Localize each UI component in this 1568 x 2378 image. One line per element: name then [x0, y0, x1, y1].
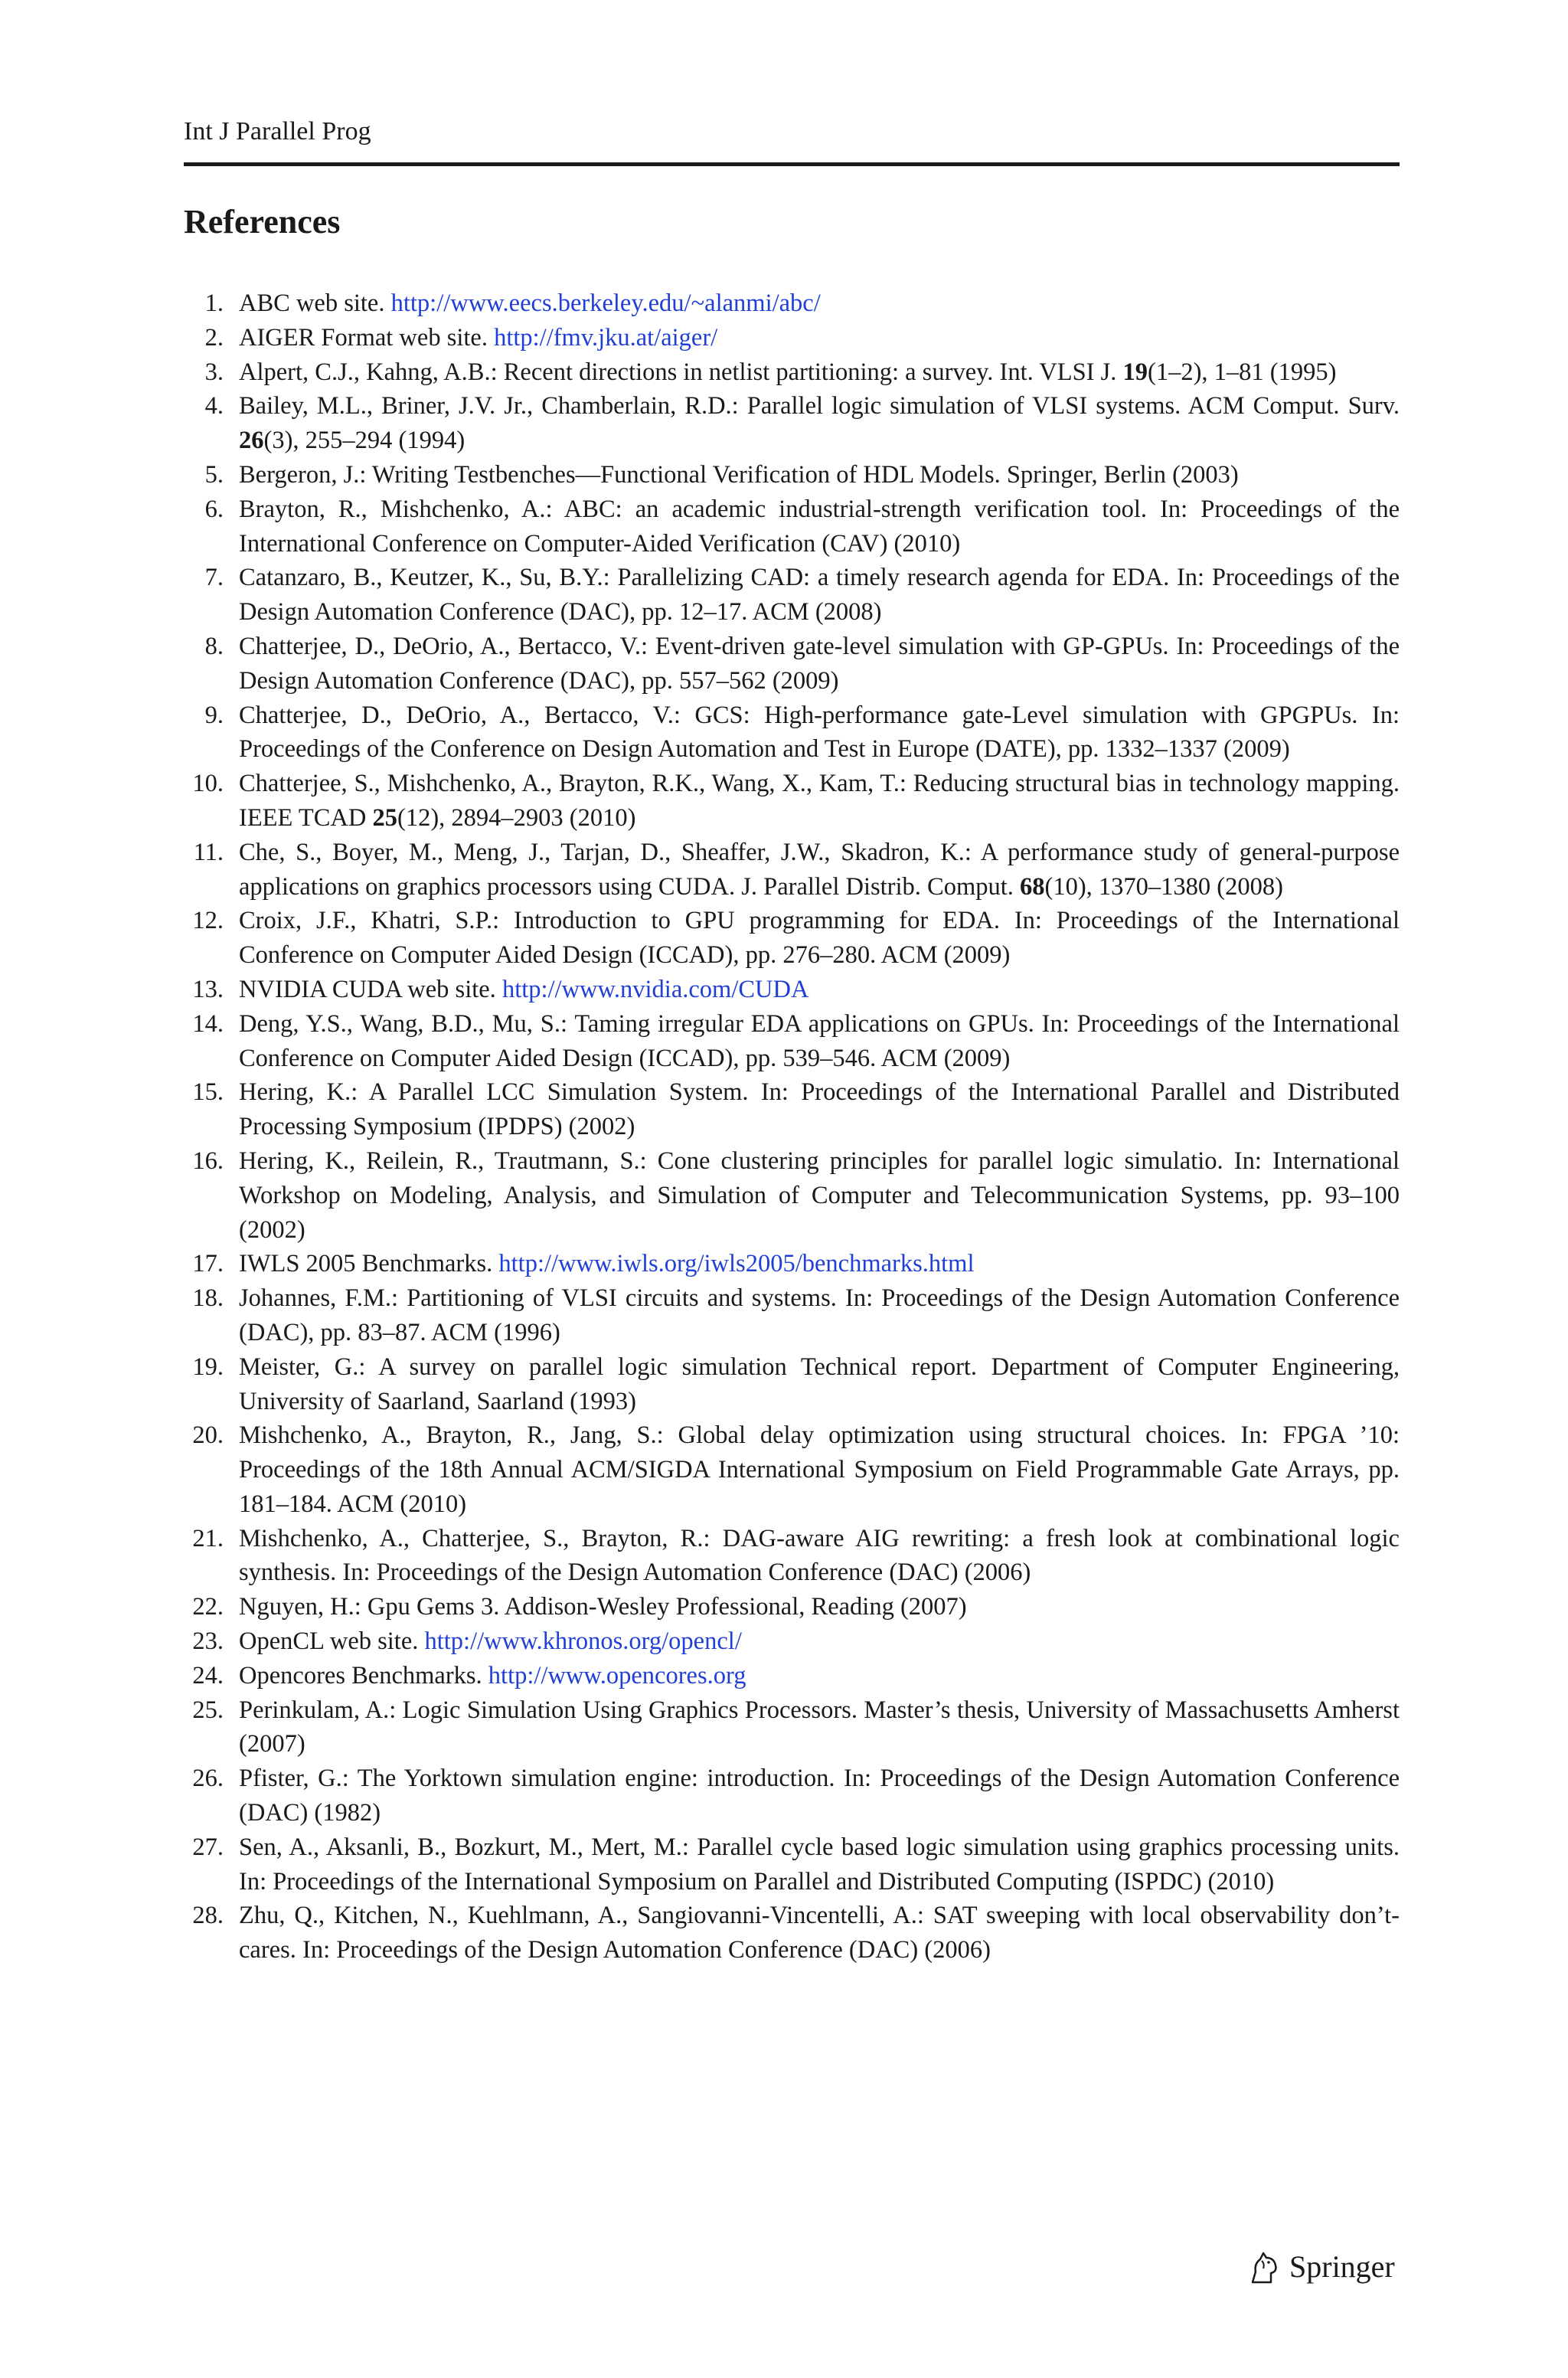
reference-text: Alpert, C.J., Kahng, A.B.: Recent directions in netlist partitioning: a survey. Int. VLSI J.	[239, 358, 1123, 386]
reference-text: ABC web site.	[239, 289, 391, 317]
reference-item	[184, 1247, 1400, 1281]
reference-number: 6.	[204, 495, 224, 523]
reference-item	[184, 630, 1400, 698]
reference-number: 3.	[204, 358, 224, 386]
reference-list	[184, 286, 1400, 1967]
reference-text: (12), 2894–2903 (2010)	[397, 803, 636, 832]
reference-item	[184, 1624, 1400, 1659]
reference-volume: 25	[372, 803, 398, 832]
reference-number: 2.	[204, 323, 224, 352]
reference-text: OpenCL web site.	[239, 1627, 425, 1656]
springer-horse-icon	[1248, 2249, 1282, 2285]
reference-text: AIGER Format web site.	[239, 323, 495, 352]
reference-text: Catanzaro, B., Keutzer, K., Su, B.Y.: Parallelizing CAD: a timely research agenda for EDA. In: Proceedings of the Design Automation Conference (DAC), pp. 12–17. ACM (2008)	[239, 564, 1400, 626]
reference-item	[184, 973, 1400, 1007]
reference-text: Mishchenko, A., Brayton, R., Jang, S.: Global delay optimization using structural choices. In: FPGA ’10: Proceedings of the 18th Annual ACM/SIGDA International Symposium on Field Programmable Gate Arrays, pp. 181–184. ACM (2010)	[239, 1421, 1400, 1518]
section-title: References	[184, 203, 341, 240]
reference-link[interactable]: http://www.khronos.org/opencl/	[424, 1627, 742, 1656]
reference-link[interactable]: http://www.opencores.org	[488, 1661, 746, 1689]
reference-link[interactable]: http://www.iwls.org/iwls2005/benchmarks.html	[498, 1250, 975, 1278]
reference-link[interactable]: http://fmv.jku.at/aiger/	[494, 323, 718, 352]
reference-text: Chatterjee, S., Mishchenko, A., Brayton, R.K., Wang, X., Kam, T.: Reducing structural bias in technology mapping. IEEE TCAD	[239, 770, 1400, 832]
reference-number: 4.	[204, 392, 224, 420]
reference-text: Nguyen, H.: Gpu Gems 3. Addison-Wesley Professional, Reading (2007)	[239, 1593, 967, 1621]
reference-item	[184, 1830, 1400, 1899]
reference-text: Pfister, G.: The Yorktown simulation engine: introduction. In: Proceedings of the Design Automation Conference (DAC) (1982)	[239, 1765, 1400, 1827]
reference-item	[184, 1693, 1400, 1762]
reference-item	[184, 1522, 1400, 1591]
reference-number: 17.	[192, 1250, 224, 1278]
reference-text: Che, S., Boyer, M., Meng, J., Tarjan, D., Sheaffer, J.W., Skadron, K.: A performance study of general-purpose applications on graphics processors using CUDA. J. Parallel Distrib. Comput.	[239, 838, 1400, 901]
reference-text: Deng, Y.S., Wang, B.D., Mu, S.: Taming irregular EDA applications on GPUs. In: Proceedings of the International Conference on Computer Aided Design (ICCAD), pp. 539–546. ACM (2009)	[239, 1009, 1400, 1072]
reference-number: 8.	[204, 632, 224, 660]
reference-item	[184, 1281, 1400, 1350]
reference-item	[184, 286, 1400, 321]
publisher-mark	[1248, 2249, 1395, 2285]
reference-text: IWLS 2005 Benchmarks.	[239, 1250, 499, 1278]
reference-text: Perinkulam, A.: Logic Simulation Using Graphics Processors. Master’s thesis, University of Massachusetts Amherst (2007)	[239, 1696, 1400, 1758]
reference-number: 9.	[204, 701, 224, 729]
header-rule	[184, 162, 1400, 166]
reference-text: Bergeron, J.: Writing Testbenches—Functional Verification of HDL Models. Springer, Berlin (2003)	[239, 460, 1239, 489]
reference-text: (3), 255–294 (1994)	[263, 427, 466, 455]
reference-link[interactable]: http://www.nvidia.com/CUDA	[501, 975, 809, 1003]
reference-link[interactable]: http://www.eecs.berkeley.edu/~alanmi/abc/	[390, 289, 821, 317]
reference-volume: 26	[239, 427, 264, 455]
reference-item	[184, 836, 1400, 904]
reference-number: 26.	[192, 1765, 224, 1793]
reference-text: Hering, K., Reilein, R., Trautmann, S.: Cone clustering principles for parallel logic simulatio. In: International Workshop on Modeling, Analysis, and Simulation of Computer and Telecommunication Systems, pp. 93–100 (2002)	[239, 1146, 1400, 1244]
reference-number: 25.	[192, 1696, 224, 1724]
reference-item	[184, 355, 1400, 390]
reference-text: (10), 1370–1380 (2008)	[1044, 872, 1283, 901]
reference-text: Croix, J.F., Khatri, S.P.: Introduction to GPU programming for EDA. In: Proceedings of the International Conference on Computer Aided Design (ICCAD), pp. 276–280. ACM (2009)	[239, 907, 1400, 970]
reference-text: Chatterjee, D., DeOrio, A., Bertacco, V.: Event-driven gate-level simulation with GP-GPUs. In: Proceedings of the Design Automation Conference (DAC), pp. 557–562 (2009)	[239, 632, 1400, 695]
reference-item	[184, 1899, 1400, 1967]
reference-number: 12.	[192, 907, 224, 935]
reference-number: 24.	[192, 1661, 224, 1689]
reference-volume: 19	[1122, 358, 1148, 386]
reference-item	[184, 1761, 1400, 1830]
reference-item	[184, 1075, 1400, 1144]
reference-text: (1–2), 1–81 (1995)	[1148, 358, 1337, 386]
reference-item	[184, 1659, 1400, 1693]
reference-item	[184, 1007, 1400, 1076]
reference-number: 1.	[204, 289, 224, 317]
reference-text: Brayton, R., Mishchenko, A.: ABC: an academic industrial-strength verification tool. In: Proceedings of the International Conference on Computer-Aided Verification (CAV) (2010)	[239, 495, 1400, 558]
reference-item	[184, 561, 1400, 630]
running-head: Int J Parallel Prog	[184, 117, 371, 146]
reference-text: Bailey, M.L., Briner, J.V. Jr., Chamberlain, R.D.: Parallel logic simulation of VLSI systems. ACM Comput. Surv.	[239, 392, 1400, 420]
reference-number: 22.	[192, 1593, 224, 1621]
reference-item	[184, 1144, 1400, 1247]
reference-number: 14.	[192, 1009, 224, 1038]
reference-number: 28.	[192, 1902, 224, 1930]
reference-item	[184, 1350, 1400, 1419]
reference-number: 23.	[192, 1627, 224, 1656]
reference-item	[184, 458, 1400, 492]
reference-number: 19.	[192, 1353, 224, 1381]
reference-item	[184, 698, 1400, 767]
reference-text: Johannes, F.M.: Partitioning of VLSI circuits and systems. In: Proceedings of the Design Automation Conference (DAC), pp. 83–87. ACM (1996)	[239, 1284, 1400, 1346]
publisher-name: Springer	[1289, 2249, 1395, 2284]
reference-number: 5.	[204, 460, 224, 489]
reference-item	[184, 904, 1400, 973]
reference-item	[184, 389, 1400, 458]
reference-text: Chatterjee, D., DeOrio, A., Bertacco, V.: GCS: High-performance gate-Level simulation with GPGPUs. In: Proceedings of the Conference on Design Automation and Test in Europe (DATE), pp. 1332–1337 (2009)	[239, 701, 1400, 764]
reference-text: Zhu, Q., Kitchen, N., Kuehlmann, A., Sangiovanni-Vincentelli, A.: SAT sweeping with local observability don’t-cares. In: Proceedings of the Design Automation Conference (DAC) (2006)	[239, 1902, 1400, 1964]
reference-number: 15.	[192, 1078, 224, 1107]
reference-item	[184, 1418, 1400, 1521]
reference-text: Mishchenko, A., Chatterjee, S., Brayton, R.: DAG-aware AIG rewriting: a fresh look at combinational logic synthesis. In: Proceedings of the Design Automation Conference (DAC) (2006)	[239, 1524, 1400, 1587]
reference-text: Opencores Benchmarks.	[239, 1661, 488, 1689]
reference-number: 11.	[193, 838, 224, 866]
reference-text: NVIDIA CUDA web site.	[239, 975, 502, 1003]
reference-item	[184, 321, 1400, 355]
reference-number: 7.	[204, 564, 224, 592]
reference-item	[184, 1590, 1400, 1624]
reference-number: 27.	[192, 1833, 224, 1861]
reference-text: Meister, G.: A survey on parallel logic simulation Technical report. Department of Computer Engineering, University of Saarland, Saarland (1993)	[239, 1353, 1400, 1415]
reference-number: 16.	[192, 1146, 224, 1175]
reference-number: 18.	[192, 1284, 224, 1313]
reference-number: 10.	[192, 770, 224, 798]
reference-volume: 68	[1020, 872, 1045, 901]
reference-number: 20.	[192, 1421, 224, 1450]
reference-item	[184, 492, 1400, 561]
reference-number: 21.	[192, 1524, 224, 1552]
reference-item	[184, 767, 1400, 836]
reference-text: Hering, K.: A Parallel LCC Simulation System. In: Proceedings of the International Parallel and Distributed Processing Symposium (IPDPS) (2002)	[239, 1078, 1400, 1141]
reference-number: 13.	[192, 975, 224, 1003]
reference-text: Sen, A., Aksanli, B., Bozkurt, M., Mert, M.: Parallel cycle based logic simulation using graphics processing units. In: Proceedings of the International Symposium on Parallel and Distributed Computing (ISPDC) (2010)	[239, 1833, 1400, 1896]
